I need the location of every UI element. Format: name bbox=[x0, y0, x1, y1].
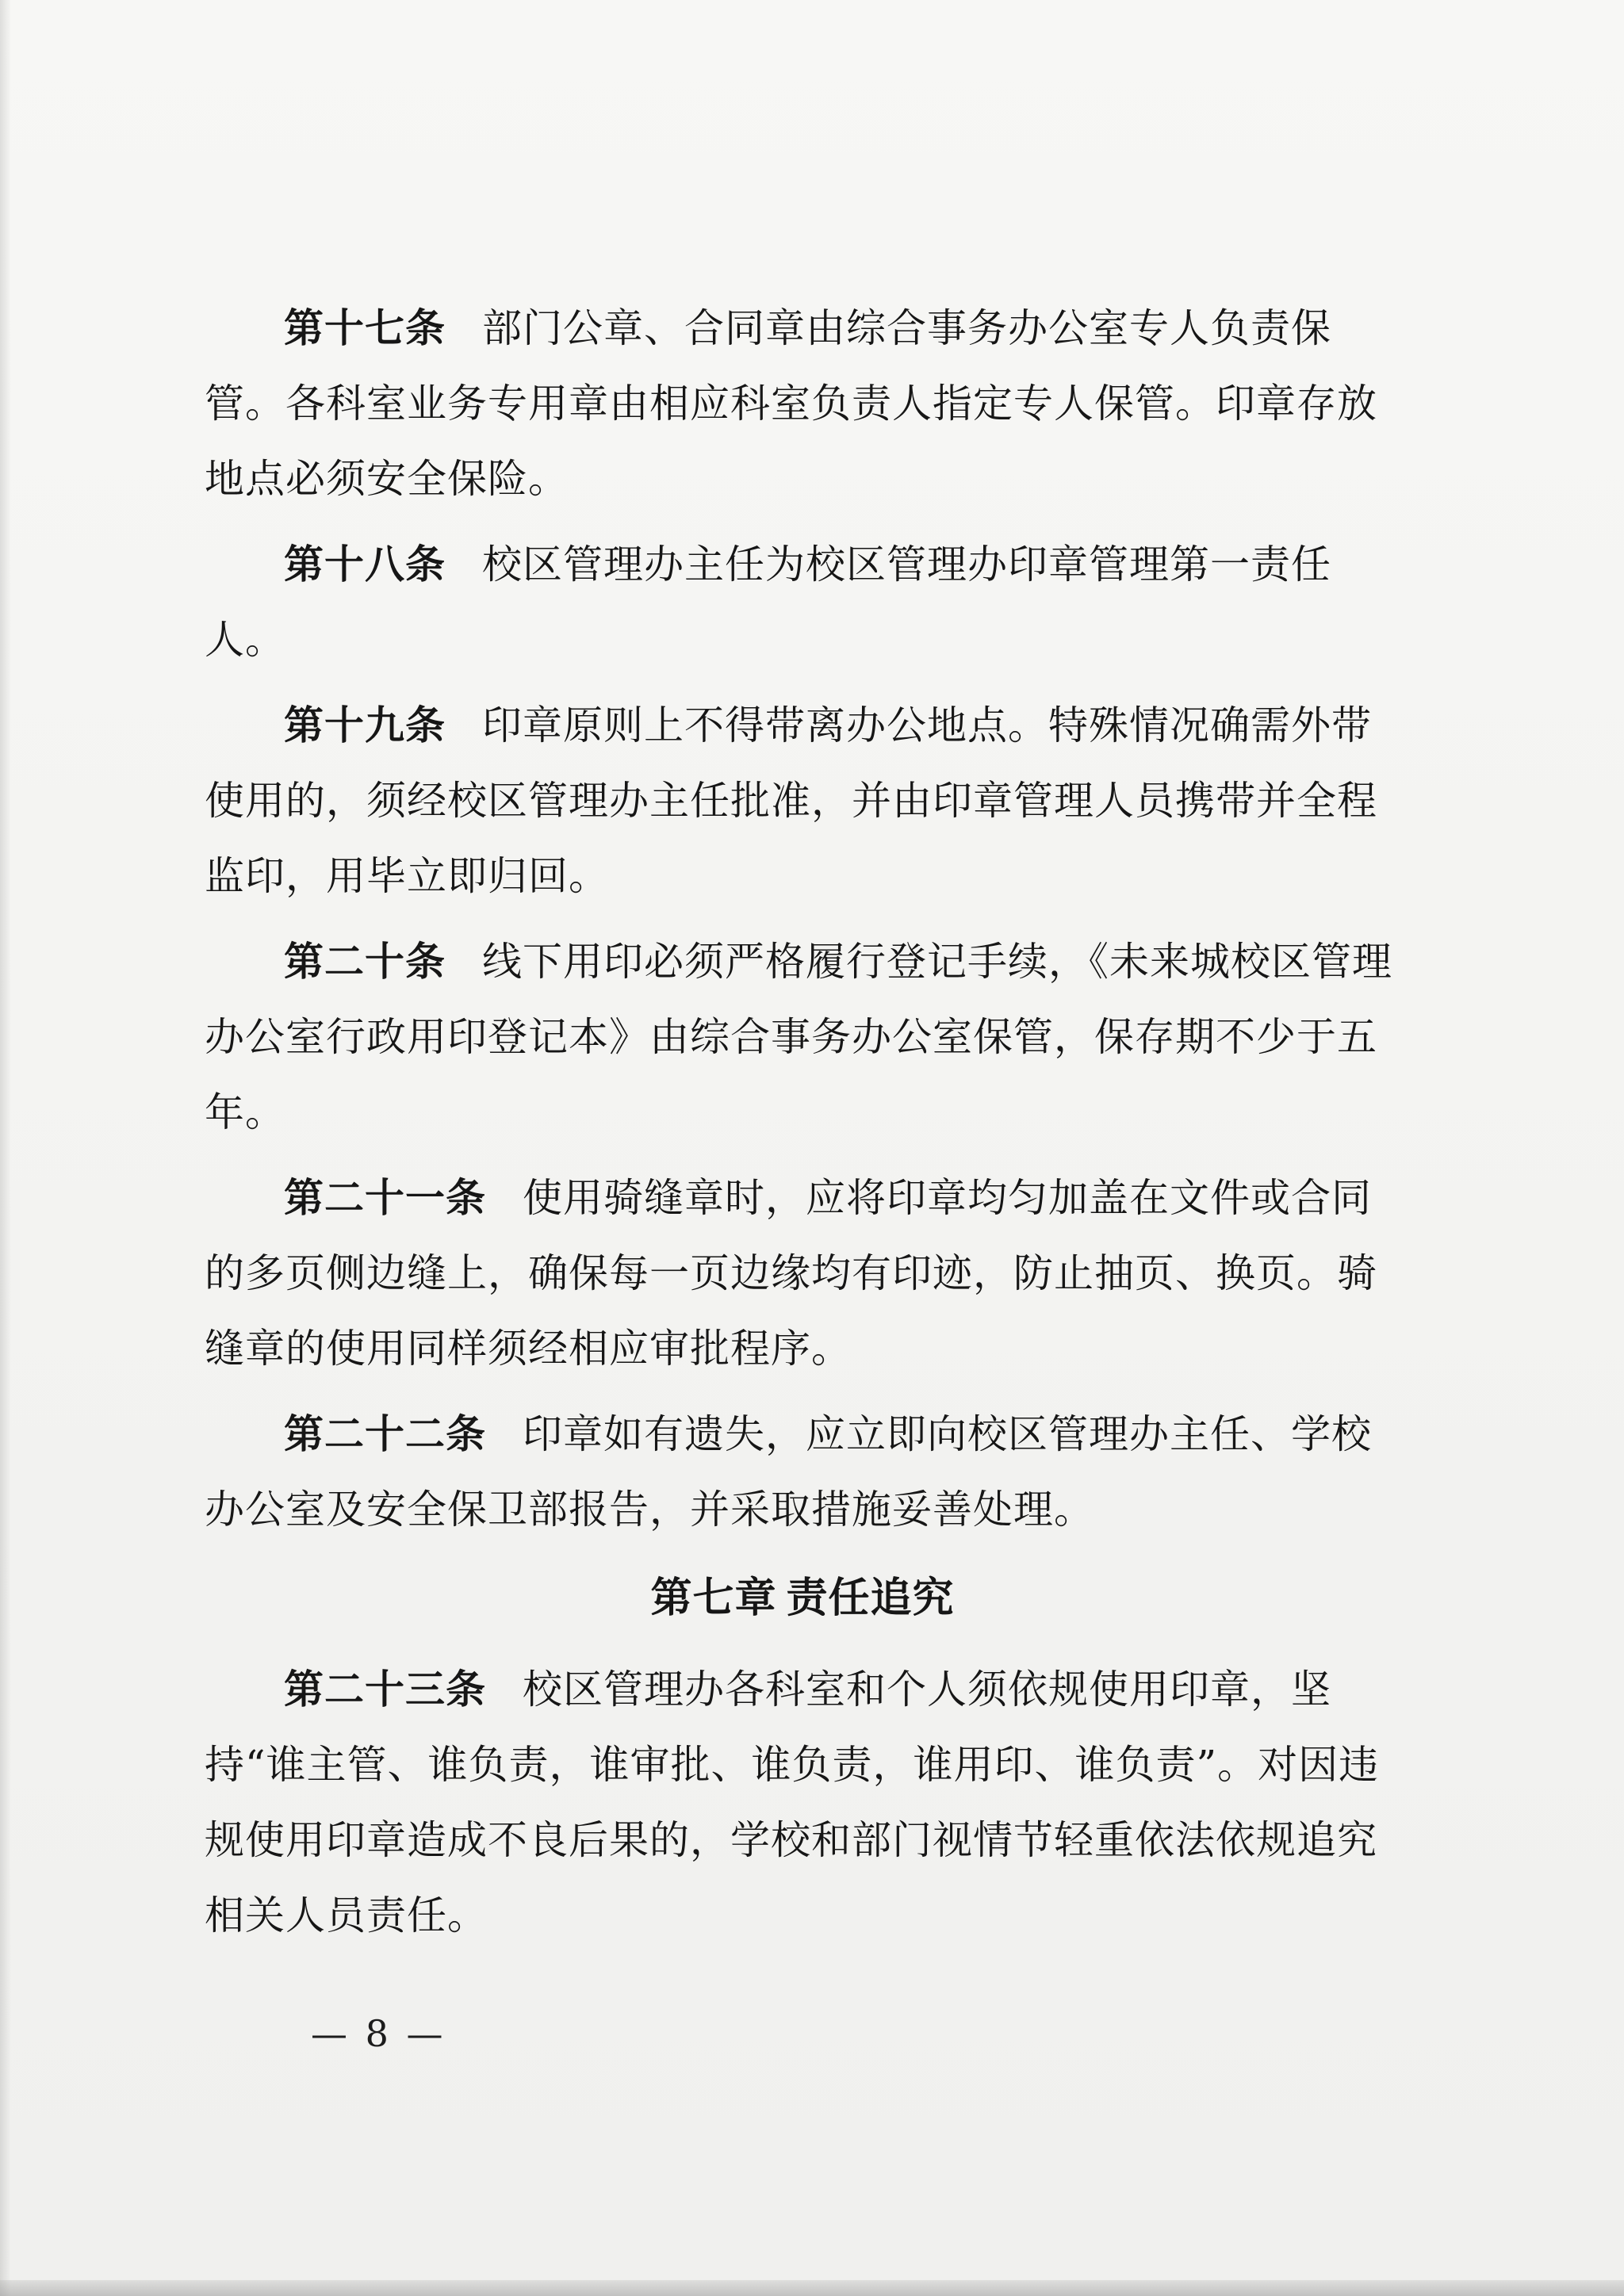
chapter-number: 第七章 bbox=[650, 1574, 777, 1622]
article-text: 校区管理办各科室和个人须依规使用印章，坚持“谁主管、谁负责，谁审批、谁负责，谁用印、谁负责”。对因违规使用印章造成不良后果的，学校和部门视情节轻重依法依规追究相关人员责任。 bbox=[205, 1667, 1380, 1938]
article-22 bbox=[205, 1396, 1400, 1548]
page-content bbox=[205, 290, 1400, 1963]
article-number: 第二十一条 bbox=[284, 1174, 486, 1221]
article-text: 校区管理办主任为校区管理办印章管理第一责任人。 bbox=[205, 541, 1331, 663]
article-number: 第二十三条 bbox=[284, 1666, 486, 1712]
article-23 bbox=[205, 1651, 1400, 1954]
article-text: 部门公章、合同章由综合事务办公室专人负责保管。各科室业务专用章由相应科室负责人指定专人保管。印章存放地点必须安全保险。 bbox=[205, 305, 1377, 502]
chapter-title: 责任追究 bbox=[786, 1574, 955, 1622]
article-19 bbox=[205, 687, 1400, 914]
article-number: 第二十条 bbox=[284, 938, 446, 985]
article-number: 第十九条 bbox=[284, 702, 446, 748]
article-text: 使用骑缝章时，应将印章均匀加盖在文件或合同的多页侧边缝上，确保每一页边缘均有印迹，防止抽页、换页。骑缝章的使用同样须经相应审批程序。 bbox=[205, 1175, 1377, 1372]
article-17 bbox=[205, 290, 1400, 517]
scan-bottom-edge bbox=[0, 2280, 1624, 2296]
chapter-heading bbox=[205, 1557, 1400, 1639]
article-text: 印章如有遗失，应立即向校区管理办主任、学校办公室及安全保卫部报告，并采取措施妥善处理。 bbox=[205, 1411, 1372, 1533]
article-number: 第二十二条 bbox=[284, 1410, 486, 1457]
article-21 bbox=[205, 1160, 1400, 1387]
article-20 bbox=[205, 924, 1400, 1150]
article-text: 印章原则上不得带离办公地点。特殊情况确需外带使用的，须经校区管理办主任批准，并由印章管理人员携带并全程监印，用毕立即归回。 bbox=[205, 702, 1377, 899]
article-18 bbox=[205, 526, 1400, 678]
article-number: 第十八条 bbox=[284, 541, 446, 587]
article-text: 线下用印必须严格履行登记手续，《未来城校区管理办公室行政用印登记本》由综合事务办公室保管，保存期不少于五年。 bbox=[205, 939, 1392, 1135]
article-number: 第十七条 bbox=[284, 304, 446, 351]
page-number: — 8 — bbox=[311, 2012, 446, 2055]
page-edge-shadow bbox=[0, 0, 11, 2296]
